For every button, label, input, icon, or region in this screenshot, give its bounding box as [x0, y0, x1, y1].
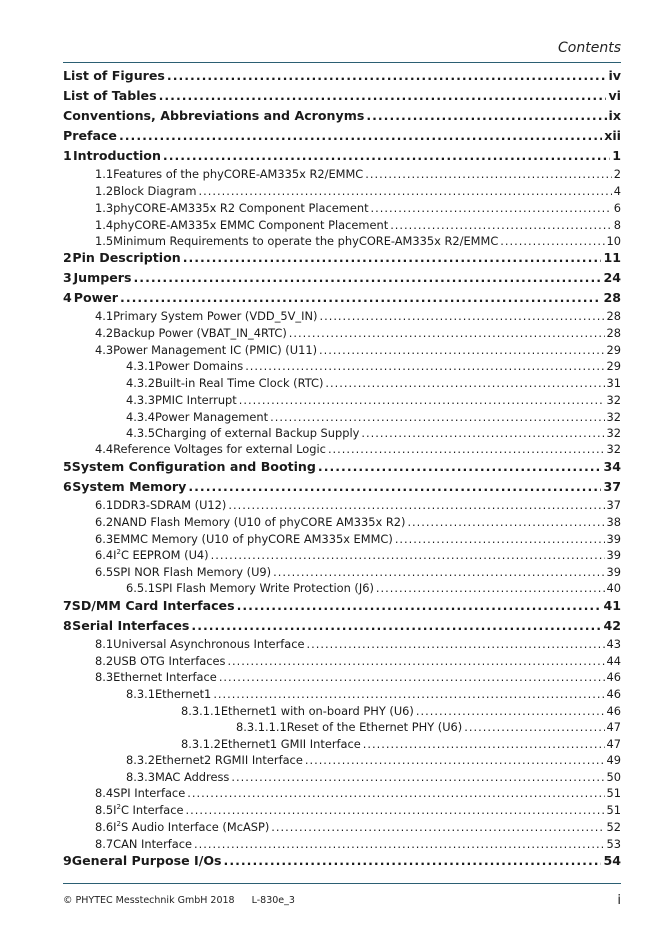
toc-entry-title: Block Diagram — [113, 184, 197, 198]
toc-dot-leader — [194, 837, 604, 851]
toc-entry-page: 50 — [606, 770, 621, 784]
toc-entry[interactable] — [181, 704, 621, 718]
toc-entry-title: Built-in Real Time Clock (RTC) — [154, 376, 324, 390]
toc-entry-title: Power Management — [154, 410, 269, 424]
toc-entry[interactable] — [95, 837, 621, 851]
toc-entry[interactable] — [63, 108, 621, 123]
toc-dot-leader — [376, 581, 605, 595]
toc-entry-title: phyCORE-AM335x EMMC Component Placement — [113, 218, 389, 232]
toc-entry-number: 8.3.2 — [126, 753, 155, 767]
toc-entry-title: Reference Voltages for external Logic — [113, 442, 326, 456]
toc-dot-leader — [371, 201, 612, 215]
toc-entry[interactable] — [63, 250, 621, 265]
toc-entry[interactable] — [95, 167, 621, 181]
toc-dot-leader — [211, 548, 605, 562]
toc-dot-leader — [271, 820, 604, 834]
toc-entry-page: 54 — [603, 853, 621, 868]
toc-dot-leader — [159, 88, 607, 103]
toc-entry[interactable] — [95, 309, 621, 323]
toc-entry-title-prefix: I — [113, 803, 117, 817]
toc-entry-number: 1.1 — [95, 167, 114, 181]
toc-entry-page: 2 — [613, 167, 621, 181]
toc-entry-title: Ethernet1 with on-board PHY (U6) — [220, 704, 414, 718]
toc-entry-number: 8.3.1.2 — [181, 737, 221, 751]
toc-entry[interactable] — [95, 654, 621, 668]
toc-dot-leader — [305, 753, 605, 767]
toc-entry-title: SD/MM Card Interfaces — [71, 598, 235, 613]
toc-entry-number: 8.3 — [95, 670, 114, 684]
toc-entry[interactable] — [63, 88, 621, 103]
toc-dot-leader — [500, 234, 604, 248]
toc-entry-page: 37 — [606, 498, 621, 512]
toc-entry-number: 1.5 — [95, 234, 114, 248]
footer — [63, 895, 295, 906]
toc-entry-title — [113, 803, 183, 817]
toc-entry-title: Ethernet1 — [154, 687, 212, 701]
toc-entry-page: 46 — [606, 687, 621, 701]
toc-entry-page: 6 — [613, 201, 621, 215]
toc-entry-title: Pin Description — [72, 250, 181, 265]
toc-entry-title: Ethernet Interface — [113, 670, 217, 684]
toc-entry-number: 6 — [63, 479, 72, 494]
toc-dot-leader — [191, 618, 601, 633]
toc-dot-leader — [366, 108, 606, 123]
toc-entry-number: 8 — [63, 618, 72, 633]
toc-entry-page: 32 — [606, 426, 621, 440]
toc-dot-leader — [407, 515, 604, 529]
toc-entry-number: 8.3.3 — [126, 770, 155, 784]
toc-entry[interactable] — [63, 128, 621, 143]
toc-entry-title: Backup Power (VBAT_IN_4RTC) — [113, 326, 287, 340]
toc-dot-leader — [237, 598, 602, 613]
toc-dot-leader — [224, 853, 602, 868]
toc-entry-title: System Memory — [72, 479, 187, 494]
toc-dot-leader — [390, 218, 612, 232]
toc-entry[interactable] — [95, 442, 621, 456]
toc-entry[interactable] — [95, 565, 621, 579]
toc-entry-page: vi — [608, 88, 621, 103]
toc-entry-title: Features of the phyCORE-AM335x R2/EMMC — [113, 167, 364, 181]
toc-entry-title: Ethernet2 RGMII Interface — [154, 753, 303, 767]
toc-entry-page: 11 — [603, 250, 621, 265]
toc-dot-leader — [245, 359, 604, 373]
toc-entry-page: 32 — [606, 410, 621, 424]
toc-entry-number: 6.1 — [95, 498, 114, 512]
toc-entry-title: Universal Asynchronous Interface — [113, 637, 305, 651]
toc-entry-number: 4.3.1 — [126, 359, 155, 373]
toc-entry-page: iv — [608, 68, 621, 83]
toc-entry[interactable] — [95, 498, 621, 512]
toc-dot-leader — [328, 442, 605, 456]
toc-dot-leader — [187, 786, 604, 800]
toc-entry-number: 8.7 — [95, 837, 114, 851]
toc-entry-title-text: S Audio Interface (McASP) — [120, 820, 270, 834]
toc-entry[interactable] — [63, 270, 621, 285]
toc-entry[interactable] — [95, 820, 621, 834]
toc-entry-title-superscript: 2 — [116, 820, 121, 829]
toc-entry-page: 31 — [606, 376, 621, 390]
toc-entry-number: 6.5 — [95, 565, 114, 579]
toc-dot-leader — [361, 426, 604, 440]
toc-entry-number: 4.3.3 — [126, 393, 155, 407]
toc-entry-page: 28 — [606, 309, 621, 323]
toc-entry-number: 8.1 — [95, 637, 114, 651]
toc-entry-page: 44 — [606, 654, 621, 668]
toc-entry-number: 7 — [63, 598, 72, 613]
toc-entry-page: 8 — [613, 218, 621, 232]
toc-entry-number: 6.4 — [95, 548, 114, 562]
toc-entry-number: 1.2 — [95, 184, 114, 198]
toc-entry[interactable] — [95, 548, 621, 562]
toc-entry[interactable] — [63, 853, 621, 868]
toc-entry-page: ix — [608, 108, 621, 123]
toc-dot-leader — [270, 410, 604, 424]
toc-entry[interactable] — [95, 343, 621, 357]
toc-entry-number: 4.3.4 — [126, 410, 155, 424]
toc-entry-number: 4 — [63, 290, 72, 305]
toc-entry-title: Introduction — [72, 148, 161, 163]
toc-entry[interactable] — [126, 770, 621, 784]
toc-entry[interactable] — [126, 359, 621, 373]
toc-entry-number: 4.2 — [95, 326, 114, 340]
toc-dot-leader — [227, 654, 604, 668]
toc-entry-title: Charging of external Backup Supply — [154, 426, 360, 440]
toc-entry-title: Primary System Power (VDD_5V_IN) — [113, 309, 318, 323]
toc-dot-leader — [319, 309, 604, 323]
toc-entry-page: 42 — [603, 618, 621, 633]
toc-entry-page: 49 — [606, 753, 621, 767]
toc-entry-title: List of Figures — [63, 68, 165, 83]
toc-dot-leader — [163, 148, 610, 163]
toc-entry-title: NAND Flash Memory (U10 of phyCORE AM335x R2) — [113, 515, 406, 529]
toc-entry[interactable] — [63, 479, 621, 494]
toc-dot-leader — [213, 687, 604, 701]
toc-entry-page: 37 — [603, 479, 621, 494]
toc-entry[interactable] — [63, 598, 621, 613]
toc-entry-number: 8.2 — [95, 654, 114, 668]
toc-entry-title-superscript: 2 — [116, 548, 121, 557]
toc-entry[interactable] — [63, 290, 621, 305]
toc-entry-title-prefix: I — [113, 548, 117, 562]
toc-entry-number: 1.4 — [95, 218, 114, 232]
toc-entry-title: DDR3-SDRAM (U12) — [113, 498, 227, 512]
toc-dot-leader — [219, 670, 605, 684]
toc-entry-title: Minimum Requirements to operate the phyCORE-AM335x R2/EMMC — [113, 234, 499, 248]
toc-entry-title: USB OTG Interfaces — [113, 654, 226, 668]
toc-entry-title: Conventions, Abbreviations and Acronyms — [63, 108, 365, 123]
toc-entry-number: 8.4 — [95, 786, 114, 800]
toc-entry-title: PMIC Interrupt — [154, 393, 237, 407]
toc-entry-page: 10 — [606, 234, 621, 248]
toc-entry-title: SPI Flash Memory Write Protection (J6) — [154, 581, 374, 595]
toc-dot-leader — [134, 270, 602, 285]
toc-dot-leader — [289, 326, 605, 340]
toc-entry[interactable] — [95, 184, 621, 198]
toc-entry-page: 34 — [603, 459, 621, 474]
toc-entry-title — [113, 548, 208, 562]
toc-dot-leader — [183, 250, 602, 265]
toc-dot-leader — [231, 770, 604, 784]
toc-entry[interactable] — [95, 786, 621, 800]
toc-entry-title: Reset of the Ethernet PHY (U6) — [286, 720, 463, 734]
footer-rule — [63, 883, 621, 884]
toc-entry[interactable] — [95, 515, 621, 529]
toc-entry[interactable] — [95, 803, 621, 817]
toc-entry-page: 28 — [603, 290, 621, 305]
toc-entry-page: 39 — [606, 548, 621, 562]
toc-dot-leader — [198, 184, 611, 198]
toc-entry-title: System Configuration and Booting — [71, 459, 316, 474]
toc-entry-page: 43 — [606, 637, 621, 651]
toc-dot-leader — [120, 290, 601, 305]
toc-entry-page: 32 — [606, 393, 621, 407]
toc-entry-page: 47 — [606, 720, 621, 734]
toc-entry[interactable] — [126, 410, 621, 424]
toc-entry-page: 32 — [606, 442, 621, 456]
toc-entry[interactable] — [126, 581, 621, 595]
toc-entry[interactable] — [95, 532, 621, 546]
toc-dot-leader — [228, 498, 604, 512]
toc-entry[interactable] — [63, 148, 621, 163]
toc-entry[interactable] — [63, 618, 621, 633]
toc-entry[interactable] — [95, 670, 621, 684]
toc-entry-title-text: C Interface — [120, 803, 184, 817]
toc-entry-title: General Purpose I/Os — [71, 853, 222, 868]
toc-entry[interactable] — [95, 234, 621, 248]
toc-dot-leader — [319, 343, 604, 357]
toc-entry[interactable] — [63, 68, 621, 83]
toc-entry-title — [113, 820, 269, 834]
toc-entry-number: 5 — [63, 459, 72, 474]
toc-entry-title: Jumpers — [73, 270, 132, 285]
toc-dot-leader — [416, 704, 605, 718]
toc-entry-title: Power Domains — [154, 359, 244, 373]
toc-entry-title: Power Management IC (PMIC) (U11) — [113, 343, 318, 357]
toc-dot-leader — [325, 376, 604, 390]
toc-dot-leader — [273, 565, 604, 579]
toc-entry-page: 29 — [606, 343, 621, 357]
toc-entry-title: SPI Interface — [113, 786, 186, 800]
toc-entry-page: 38 — [606, 515, 621, 529]
toc-entry-number: 4.4 — [95, 442, 114, 456]
page-header-title: Contents — [558, 40, 621, 56]
toc-entry-page: 51 — [606, 786, 621, 800]
toc-entry-number: 4.3.2 — [126, 376, 155, 390]
toc-entry-title: Preface — [63, 128, 117, 143]
toc-entry-page: 46 — [606, 670, 621, 684]
toc-entry-page: 39 — [606, 565, 621, 579]
toc-entry-number: 8.3.1.1 — [181, 704, 221, 718]
toc-entry-number: 8.5 — [95, 803, 114, 817]
toc-entry-number: 6.2 — [95, 515, 114, 529]
toc-entry[interactable] — [126, 426, 621, 440]
toc-entry-page: 39 — [606, 532, 621, 546]
toc-entry-title: List of Tables — [63, 88, 157, 103]
toc-dot-leader — [395, 532, 605, 546]
page-number: i — [617, 893, 621, 908]
toc-dot-leader — [167, 68, 607, 83]
toc-entry-title: CAN Interface — [113, 837, 193, 851]
toc-entry[interactable] — [126, 753, 621, 767]
toc-entry[interactable] — [126, 393, 621, 407]
toc-entry-title: MAC Address — [154, 770, 230, 784]
toc-entry-number: 3 — [63, 270, 72, 285]
toc-entry-title-superscript: 2 — [116, 803, 121, 812]
toc-entry-number: 9 — [63, 853, 72, 868]
toc-entry-page: xii — [604, 128, 621, 143]
toc-entry-page: 28 — [606, 326, 621, 340]
toc-entry-page: 41 — [603, 598, 621, 613]
toc-entry-number: 1.3 — [95, 201, 114, 215]
toc-entry-number: 4.3 — [95, 343, 114, 357]
toc-entry-number: 4.3.5 — [126, 426, 155, 440]
toc-dot-leader — [119, 128, 602, 143]
toc-dot-leader — [363, 737, 605, 751]
toc-entry-page: 46 — [606, 704, 621, 718]
toc-entry-title: EMMC Memory (U10 of phyCORE AM335x EMMC) — [113, 532, 393, 546]
toc-entry[interactable] — [63, 459, 621, 474]
toc-entry[interactable] — [181, 737, 621, 751]
toc-entry-title: phyCORE-AM335x R2 Component Placement — [113, 201, 369, 215]
toc-entry-title-prefix: I — [113, 820, 117, 834]
toc-entry-page: 51 — [606, 803, 621, 817]
toc-entry-page: 24 — [603, 270, 621, 285]
toc-entry-number: 6.3 — [95, 532, 114, 546]
toc-dot-leader — [307, 637, 605, 651]
toc-entry-title: Ethernet1 GMII Interface — [220, 737, 361, 751]
toc-entry[interactable] — [95, 637, 621, 651]
toc-entry-page: 1 — [612, 148, 621, 163]
toc-entry-number: 8.6 — [95, 820, 114, 834]
toc-dot-leader — [239, 393, 605, 407]
toc-entry-page: 52 — [606, 820, 621, 834]
toc-entry-title: Power — [73, 290, 119, 305]
toc-entry[interactable] — [95, 326, 621, 340]
toc-entry-title: Serial Interfaces — [72, 618, 190, 633]
toc-entry-number: 2 — [63, 250, 72, 265]
toc-entry-page: 29 — [606, 359, 621, 373]
toc-dot-leader — [464, 720, 604, 734]
toc-dot-leader — [365, 167, 612, 181]
toc-dot-leader — [318, 459, 602, 474]
toc-entry-page: 47 — [606, 737, 621, 751]
toc-entry-title-text: C EEPROM (U4) — [120, 548, 209, 562]
toc-entry-number: 8.3.1 — [126, 687, 155, 701]
toc-entry[interactable] — [126, 376, 621, 390]
toc-entry-page: 40 — [606, 581, 621, 595]
toc-entry[interactable] — [95, 201, 621, 215]
toc-entry[interactable] — [236, 720, 621, 734]
toc-entry-number: 1 — [63, 148, 72, 163]
toc-entry-title: SPI NOR Flash Memory (U9) — [113, 565, 272, 579]
footer-copyright: © PHYTEC Messtechnik GmbH 2018 — [63, 895, 235, 906]
toc-entry-number: 4.1 — [95, 309, 114, 323]
footer-doc-id: L-830e_3 — [251, 895, 295, 906]
toc-entry-number: 6.5.1 — [126, 581, 155, 595]
toc-entry-page: 4 — [613, 184, 621, 198]
toc-entry-page: 53 — [606, 837, 621, 851]
toc-dot-leader — [188, 479, 601, 494]
toc-entry[interactable] — [126, 687, 621, 701]
toc-entry[interactable] — [95, 218, 621, 232]
toc-dot-leader — [186, 803, 605, 817]
toc-entry-number: 8.3.1.1.1 — [236, 720, 287, 734]
